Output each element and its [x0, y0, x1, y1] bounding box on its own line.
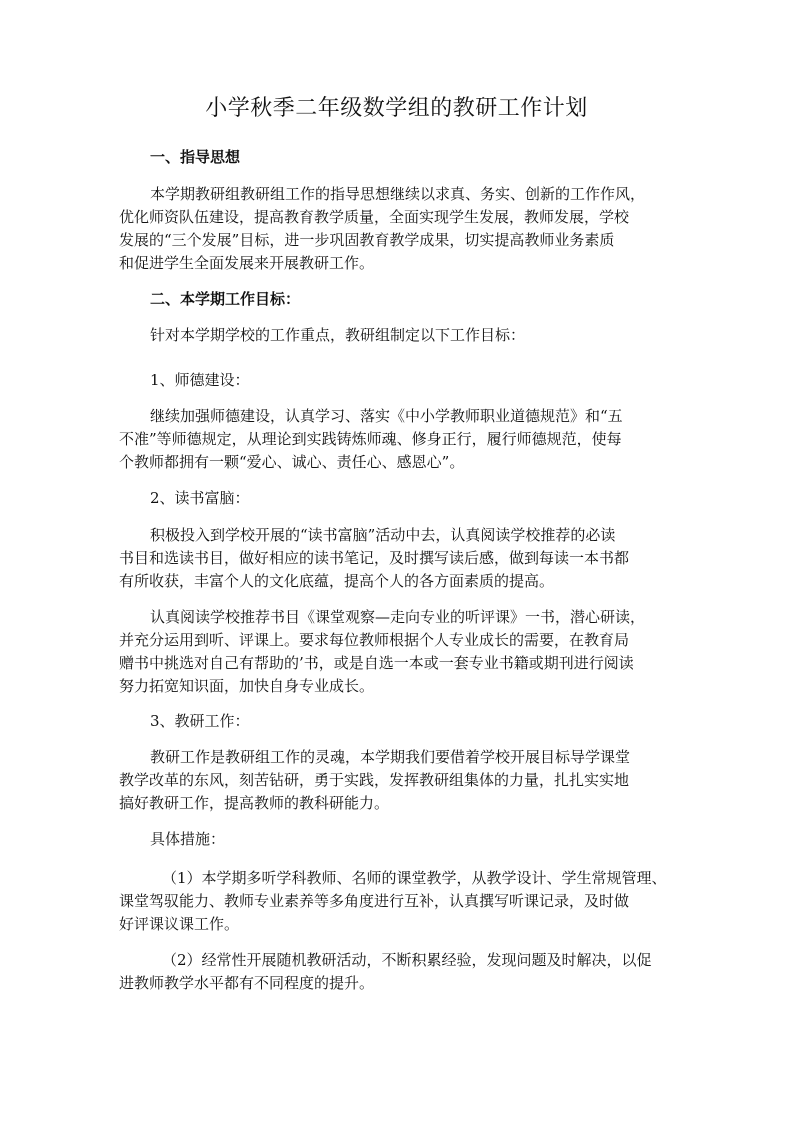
- document-title: 小学秋季二年级数学组的教研工作计划: [205, 96, 588, 121]
- paragraph-line: 发展的“三个发展”目标，进一步巩固教育教学成果，切实提高教师业务素质: [119, 231, 615, 249]
- subheading-teaching-research: 3、教研工作：: [150, 712, 250, 730]
- paragraph-line: 并充分运用到听、评课上。要求每位教师根据个人专业成长的需要，在教育局: [119, 631, 630, 649]
- paragraph-line: 积极投入到学校开展的“读书富脑”活动中去，认真阅读学校推荐的必读: [150, 526, 616, 544]
- paragraph-line: 课堂驾驭能力、教师专业素养等多角度进行互补，认真撰写听课记录，及时做: [119, 892, 630, 910]
- measures-label: 具体措施：: [150, 830, 226, 848]
- subheading-teacher-ethics: 1、师德建设：: [150, 371, 250, 389]
- subheading-reading: 2、读书富脑：: [150, 489, 250, 507]
- paragraph-line: 不准”等师德规定，从理论到实践铸炼师魂、修身正行，履行师德规范，使每: [119, 430, 622, 448]
- paragraph-line: 书目和选读书目，做好相应的读书笔记，及时撰写读后感，做到每读一本书都: [119, 549, 630, 567]
- paragraph-line: 好评课议课工作。: [119, 915, 240, 933]
- paragraph-line: 针对本学期学校的工作重点，教研组制定以下工作目标：: [150, 326, 526, 344]
- paragraph-line: 努力拓宽知识面，加快自身专业成长。: [119, 677, 375, 695]
- paragraph-line: 和促进学生全面发展来开展教研工作。: [119, 254, 375, 272]
- paragraph-line: 优化师资队伍建设，提高教育教学质量，全面实现学生发展，教师发展，学校: [119, 208, 630, 226]
- paragraph-line: （2）经常性开展随机教研活动，不断积累经验，发现问题及时解决，以促: [162, 951, 652, 969]
- section-heading-semester-goals: 二、本学期工作目标：: [150, 290, 301, 308]
- paragraph-line: 有所收获，丰富个人的文化底蕴，提高个人的各方面素质的提高。: [119, 572, 555, 590]
- paragraph-line: 本学期教研组教研组工作的指导思想继续以求真、务实、创新的工作作风，: [150, 185, 646, 203]
- paragraph-line: 认真阅读学校推荐书目《课堂观察—走向专业的听评课》一书，潜心研读，: [150, 608, 646, 626]
- paragraph-line: 继续加强师德建设，认真学习、落实《中小学教师职业道德规范》和“五: [150, 407, 623, 425]
- paragraph-line: 教学改革的东风，刻苦钻研，勇于实践，发挥教研组集体的力量，扎扎实实地: [119, 771, 630, 789]
- paragraph-line: 教研工作是教研组工作的灵魂，本学期我们要借着学校开展目标导学课堂: [150, 748, 631, 766]
- section-heading-guiding-ideology: 一、指导思想: [150, 148, 241, 166]
- paragraph-line: （1）本学期多听学科教师、名师的课堂教学，从教学设计、学生常规管理、: [162, 869, 667, 887]
- paragraph-line: 进教师教学水平都有不同程度的提升。: [119, 974, 375, 992]
- paragraph-line: 搞好教研工作，提高教师的教科研能力。: [119, 794, 390, 812]
- paragraph-line: 个教师都拥有一颗“爱心、诚心、责任心、感恩心”。: [119, 453, 465, 471]
- paragraph-line: 赠书中挑选对自己有帮助的’书，或是自选一本或一套专业书籍或期刊进行阅读: [119, 654, 634, 672]
